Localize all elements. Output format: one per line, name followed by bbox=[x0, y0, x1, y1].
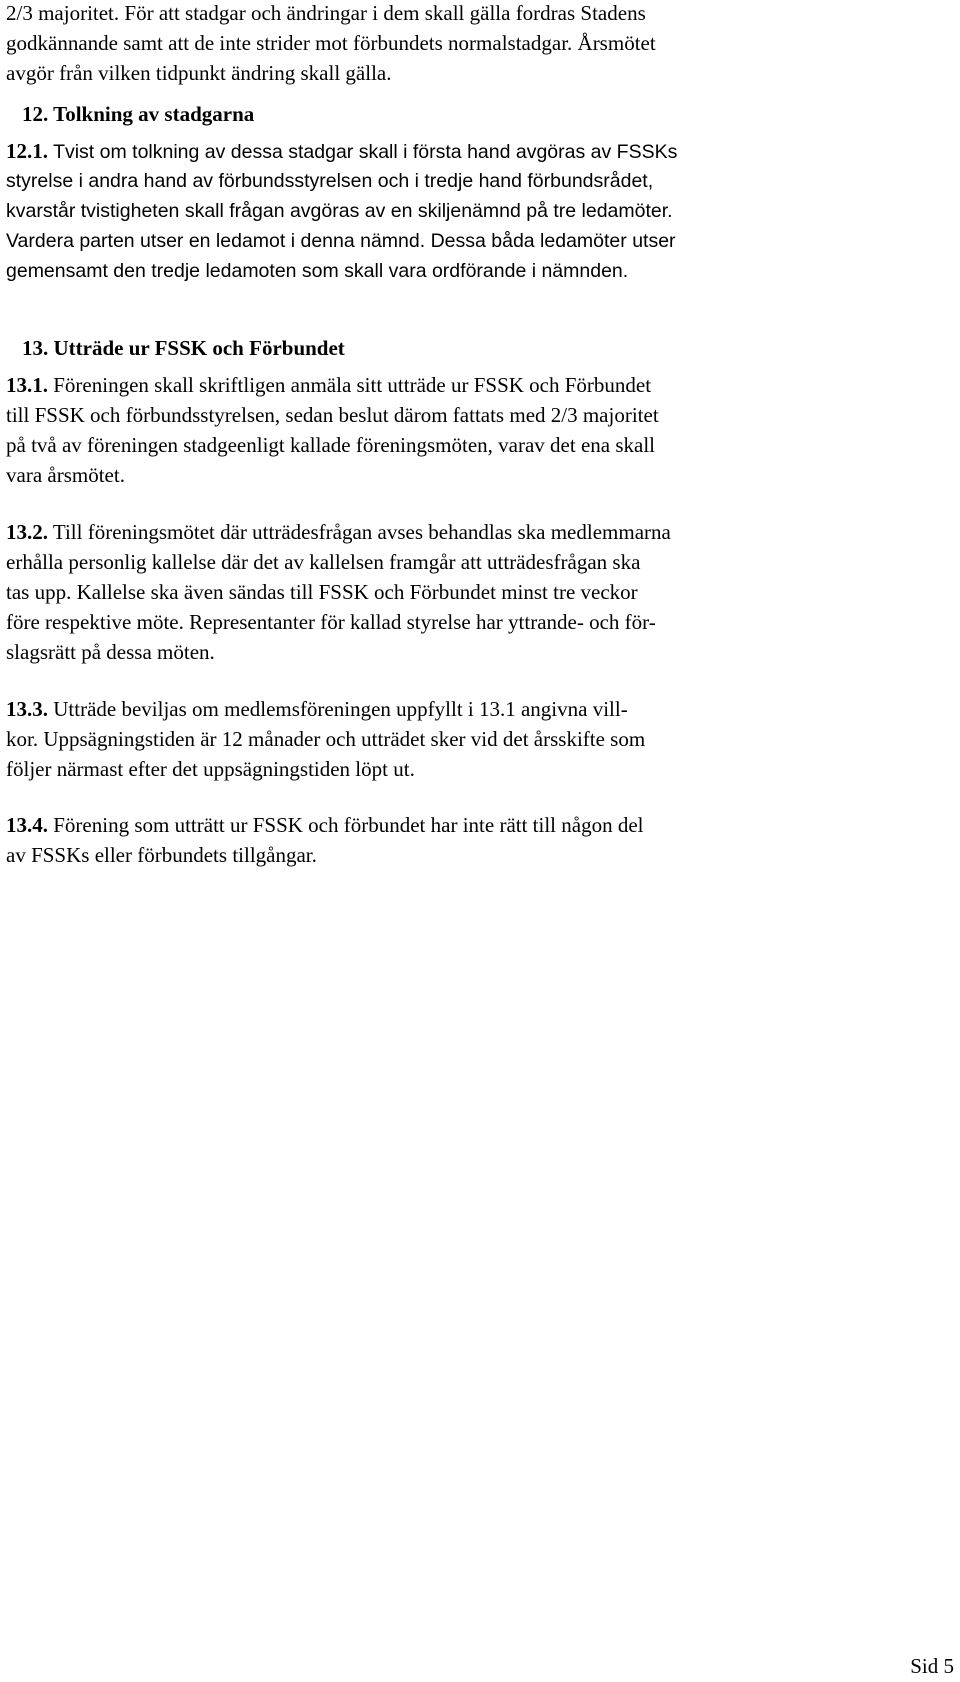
clause-13-2-line-3: tas upp. Kallelse ska även sändas till FSSK och Förbundet minst tre veckor bbox=[6, 580, 638, 604]
clause-13-1-line-2: till FSSK och förbundsstyrelsen, sedan beslut därom fattats med 2/3 majoritet bbox=[6, 403, 659, 427]
clause-12-1-line-4: Vardera parten utser en ledamot i denna nämnd. Dessa båda ledamöter utser bbox=[6, 230, 676, 252]
clause-13-1-line-3: på två av föreningen stadgeenligt kallade föreningsmöten, varav det ena skall bbox=[6, 433, 656, 457]
clause-13-4-line-1: 13.4. Förening som utträtt ur FSSK och förbundet har inte rätt till någon del bbox=[6, 813, 644, 837]
clause-number: 12.1. bbox=[6, 139, 48, 163]
clause-13-2-line-1: 13.2. Till föreningsmötet där utträdesfrågan avses behandlas ska medlemmarna bbox=[6, 520, 671, 544]
clause-13-1-line-4: vara årsmötet. bbox=[6, 463, 125, 487]
intro-line-2: godkännande samt att de inte strider mot förbundets normalstadgar. Årsmötet bbox=[6, 31, 656, 55]
clause-number: 13.2. bbox=[6, 520, 48, 544]
clause-13-3-line-3: följer närmast efter det uppsägningstiden löpt ut. bbox=[6, 757, 415, 781]
clause-12-1-line-2: styrelse i andra hand av förbundsstyrelsen och i tredje hand förbundsrådet, bbox=[6, 170, 654, 192]
clause-13-1-line-1: 13.1. Föreningen skall skriftligen anmäla sitt utträde ur FSSK och Förbundet bbox=[6, 373, 652, 397]
section-13-heading: 13. Utträde ur FSSK och Förbundet bbox=[22, 336, 345, 360]
clause-13-4-line-2: av FSSKs eller förbundets tillgångar. bbox=[6, 843, 317, 867]
clause-12-1-line-5: gemensamt den tredje ledamoten som skall vara ordförande i nämnden. bbox=[6, 260, 629, 282]
section-12-heading: 12. Tolkning av stadgarna bbox=[22, 102, 255, 126]
clause-12-1-line-3: kvarstår tvistigheten skall frågan avgöras av en skiljenämnd på tre ledamöter. bbox=[6, 200, 673, 222]
clause-number: 13.3. bbox=[6, 697, 48, 721]
page-number: Sid 5 bbox=[910, 1654, 954, 1678]
clause-number: 13.1. bbox=[6, 373, 48, 397]
intro-line-1: 2/3 majoritet. För att stadgar och ändringar i dem skall gälla fordras Stadens bbox=[6, 1, 646, 25]
clause-13-2-line-4: före respektive möte. Representanter för kallad styrelse har yttrande- och för- bbox=[6, 610, 656, 634]
clause-13-3-line-2: kor. Uppsägningstiden är 12 månader och utträdet sker vid det årsskifte som bbox=[6, 727, 646, 751]
clause-number: 13.4. bbox=[6, 813, 48, 837]
clause-13-3-line-1: 13.3. Utträde beviljas om medlemsföreningen uppfyllt i 13.1 angivna vill- bbox=[6, 697, 628, 721]
clause-12-1-line-1: 12.1. Tvist om tolkning av dessa stadgar skall i första hand avgöras av FSSKs bbox=[6, 139, 678, 163]
intro-line-3: avgör från vilken tidpunkt ändring skall gälla. bbox=[6, 61, 392, 85]
clause-13-2-line-2: erhålla personlig kallelse där det av kallelsen framgår att utträdesfrågan ska bbox=[6, 550, 641, 574]
clause-13-2-line-5: slagsrätt på dessa möten. bbox=[6, 640, 215, 664]
